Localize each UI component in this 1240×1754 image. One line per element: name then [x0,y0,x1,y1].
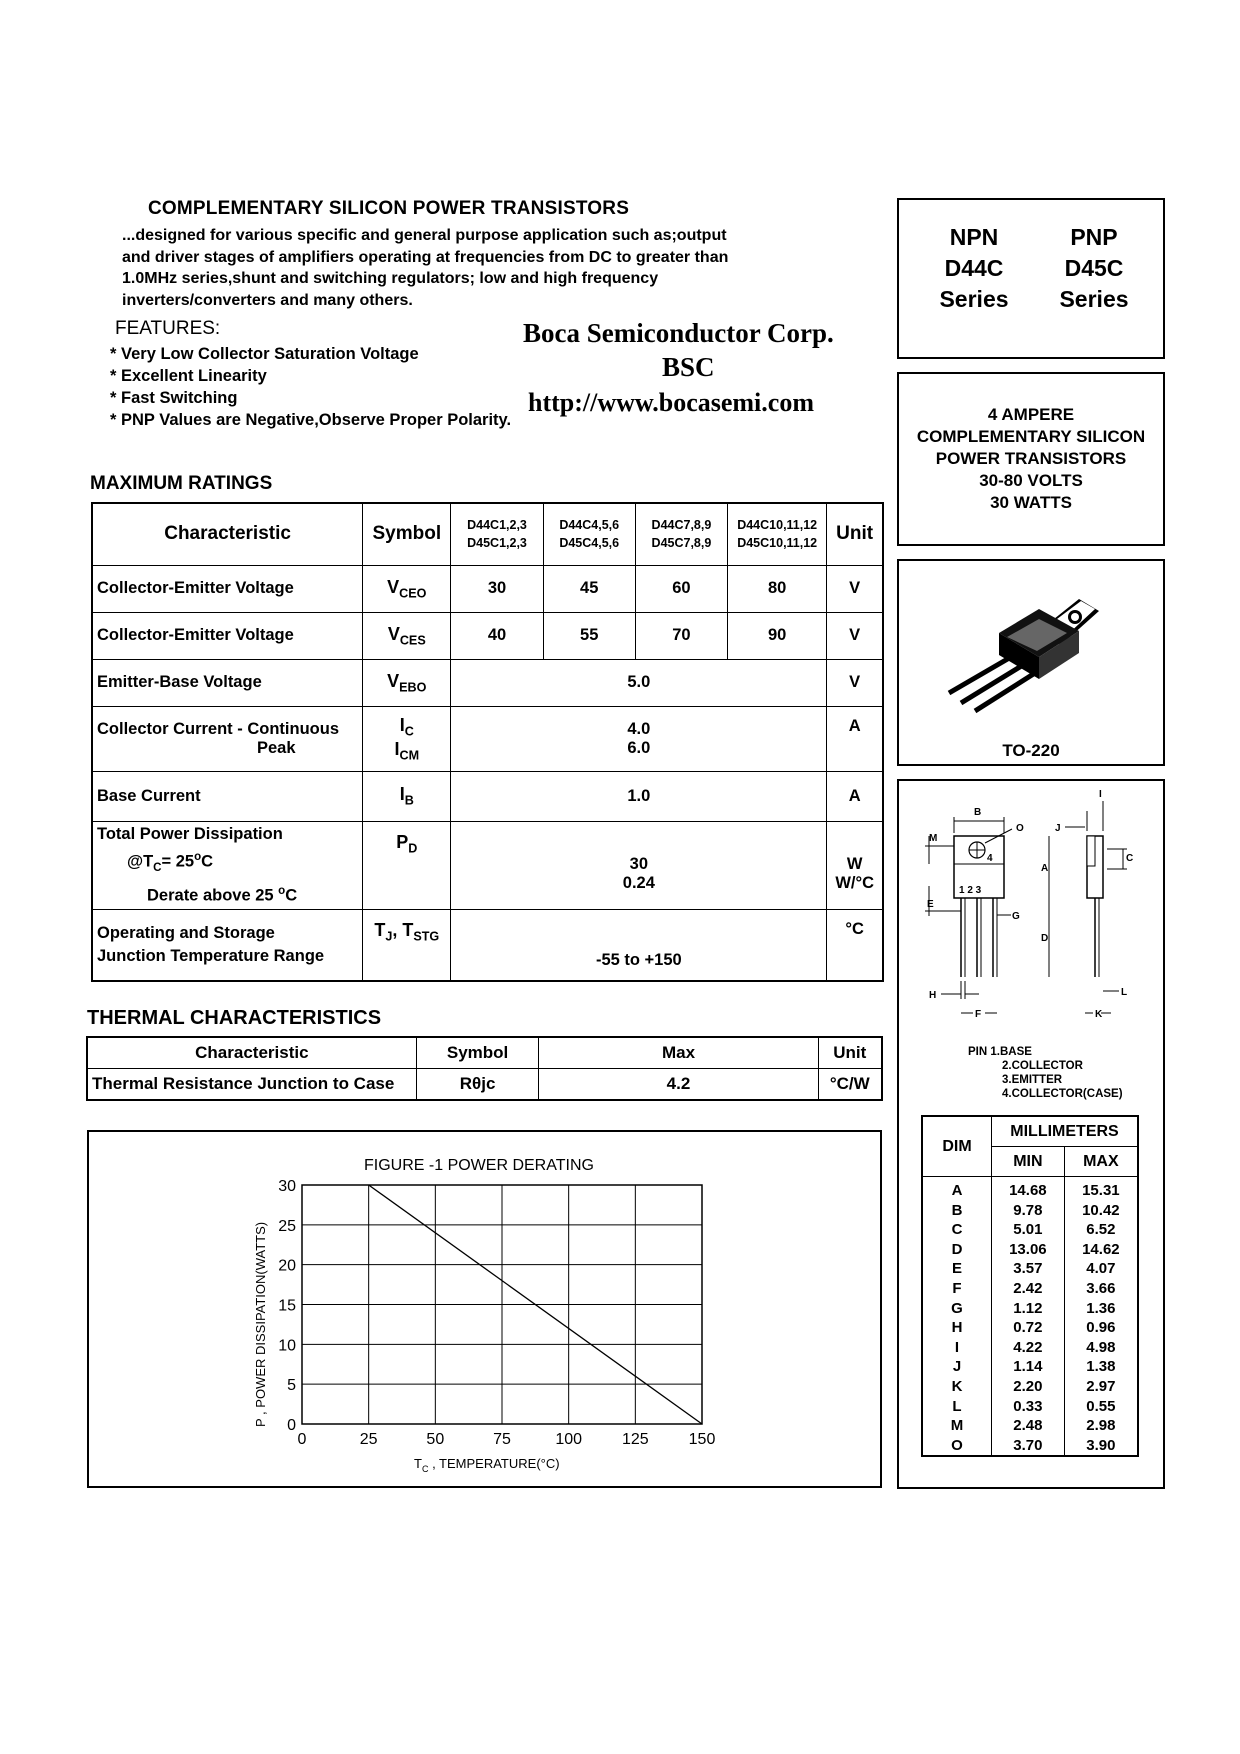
package-label: TO-220 [1002,741,1060,760]
feature-item: * Excellent Linearity [110,367,267,385]
table-cell: 3.57 [992,1259,1065,1279]
table-cell: M [922,1416,992,1436]
table-row [922,1338,1138,1358]
table-cell: 10.42 [1064,1201,1138,1221]
table-cell: J [922,1357,992,1377]
page-title: COMPLEMENTARY SILICON POWER TRANSISTORS [148,198,630,219]
table-cell: 0.33 [992,1397,1065,1417]
table-row: Thermal Resistance Junction to Case Rθjc 4.2 °C/W [87,1069,882,1101]
x-tick-label: 150 [688,1431,716,1448]
table-cell: 2.98 [1064,1416,1138,1436]
max-ratings-heading: MAXIMUM RATINGS [90,473,273,494]
dim-label-i: I [1099,789,1102,800]
group-header-4: D44C10,11,12 D45C10,11,12 [728,503,827,565]
thermal-table [86,1036,883,1101]
max-ratings-table [91,502,884,982]
summary-text: 4 AMPERE COMPLEMENTARY SILICON POWER TRANSISTORS 30-80 VOLTS 30 WATTS [916,405,1146,512]
characteristic-header: Characteristic [92,503,363,565]
group-header-1: D44C1,2,3 D45C1,2,3 [451,503,543,565]
table-cell: 9.78 [992,1201,1065,1221]
thermal-unit-header: Unit [818,1037,882,1069]
x-tick-label: 50 [426,1431,445,1448]
package-box [897,559,1165,766]
table-cell: 13.06 [992,1240,1065,1260]
table-cell: C [922,1220,992,1240]
unit-header: Unit [827,503,883,565]
dim-label-o: O [1016,823,1024,834]
table-cell: 14.62 [1064,1240,1138,1260]
table-row [922,1299,1138,1319]
features-heading: FEATURES: [115,318,221,339]
table-row: Base Current $I_B$ 1.0 A [92,771,883,821]
max-header: MAX [1064,1147,1138,1177]
dim-label-h: H [929,990,937,1001]
y-tick-label: 10 [278,1337,296,1355]
table-cell: 1.14 [992,1357,1065,1377]
x-tick-label: 75 [493,1431,511,1448]
figure-box [87,1130,882,1488]
group-header-3: D44C7,8,9 D45C7,8,9 [635,503,727,565]
table-row [922,1318,1138,1338]
table-cell: 4.07 [1064,1259,1138,1279]
table-row: Operating and Storage Junction Temperature Range $T_J$, $T_{STG}$ -55 to +150 °C [92,909,883,981]
x-axis-label: $T_C$ , TEMPERATURE(°C) [414,1456,560,1474]
table-cell: H [922,1318,992,1338]
pin-item: 4.COLLECTOR(CASE) [1002,1088,1123,1100]
table-row [922,1201,1138,1221]
table-row: Collector Current - Continuous Peak $I_C$ $I_{CM}$ 4.0 6.0 A [92,706,883,771]
table-row: Emitter-Base Voltage $V_{EBO}$ 5.0 V [92,659,883,706]
table-cell: 2.97 [1064,1377,1138,1397]
table-cell: L [922,1397,992,1417]
thermal-char-header: Characteristic [87,1037,416,1069]
table-cell: A [922,1177,992,1201]
x-tick-label: 25 [359,1431,378,1448]
dim-label-k: K [1095,1009,1103,1020]
table-cell: I [922,1338,992,1358]
pin-list [968,1045,1123,1101]
table-row [922,1357,1138,1377]
table-cell: 1.36 [1064,1299,1138,1319]
table-cell: 2.20 [992,1377,1065,1397]
x-tick-label: 125 [621,1431,649,1448]
table-row: Collector-Emitter Voltage $V_{CES}$ 40 55 70 90 V [92,612,883,659]
table-cell: E [922,1259,992,1279]
y-tick-label: 25 [278,1217,296,1235]
table-cell: K [922,1377,992,1397]
table-row [922,1397,1138,1417]
dimension-table [921,1115,1139,1457]
table-row: Collector-Emitter Voltage $V_{CEO}$ 30 45 60 80 V [92,565,883,612]
dim-label-d: D [1041,933,1049,944]
dim-header: DIM [922,1116,992,1177]
millimeters-header: MILLIMETERS [992,1116,1139,1147]
pin-item: 2.COLLECTOR [1002,1060,1083,1072]
table-cell: 15.31 [1064,1177,1138,1201]
dim-label-j: J [1055,823,1061,834]
table-cell: 6.52 [1064,1220,1138,1240]
y-axis-label: P , POWER DISSIPATION(WATTS) [253,1221,268,1427]
npn-series: NPN D44C Series [939,224,1009,312]
table-cell: 1.12 [992,1299,1065,1319]
pin-item: 3.EMITTER [1002,1074,1063,1086]
features-list [110,343,511,431]
table-cell: F [922,1279,992,1299]
table-row [922,1416,1138,1436]
table-cell: 5.01 [992,1220,1065,1240]
table-cell: O [922,1436,992,1457]
dim-label-c: C [1126,853,1134,864]
chart-title: FIGURE -1 POWER DERATING [364,1157,594,1174]
series-box [897,198,1165,359]
table-row [922,1240,1138,1260]
table-cell: 2.42 [992,1279,1065,1299]
group-header-2: D44C4,5,6 D45C4,5,6 [543,503,635,565]
feature-item: * PNP Values are Negative,Observe Proper Polarity. [110,411,512,429]
thermal-symbol-header: Symbol [416,1037,539,1069]
y-tick-label: 15 [278,1297,296,1315]
table-cell: 3.70 [992,1436,1065,1457]
table-cell: 2.48 [992,1416,1065,1436]
table-row [922,1436,1138,1457]
table-cell: 3.66 [1064,1279,1138,1299]
feature-item: * Fast Switching [110,389,238,407]
pnp-series: PNP D45C Series [1059,224,1129,312]
x-tick-label: 0 [297,1431,307,1448]
thermal-max-header: Max [539,1037,818,1069]
table-cell: 0.55 [1064,1397,1138,1417]
table-row [922,1377,1138,1397]
dim-label-e: E [927,899,934,910]
table-row [922,1279,1138,1299]
intro-description: ...designed for various specific and general purpose application such as;output and driver stages of amplifiers operating at frequencies from DC to greater than 1.0MHz series,shunt and switching regulators; low and high frequency inverters/converters and many others. [122,227,729,309]
thermal-heading: THERMAL CHARACTERISTICS [87,1007,382,1029]
table-cell: D [922,1240,992,1260]
package-outline-diagram [899,781,1163,1041]
table-cell: 0.72 [992,1318,1065,1338]
company-url[interactable]: http://www.bocasemi.com [528,388,814,417]
dim-label-m: M [929,833,938,844]
dim-label-f: F [975,1009,982,1020]
y-tick-label: 20 [278,1257,296,1275]
x-tick-label: 100 [555,1431,583,1448]
dim-label-b: B [974,807,982,818]
table-cell: 4.98 [1064,1338,1138,1358]
feature-item: * Very Low Collector Saturation Voltage [110,345,419,363]
table-row [922,1259,1138,1279]
table-row [922,1177,1138,1201]
company-name: Boca Semiconductor Corp. [523,318,834,348]
pin-heading: PIN 1.BASE [968,1046,1032,1058]
summary-box [897,372,1165,546]
table-cell: B [922,1201,992,1221]
power-derating-chart [89,1132,880,1486]
min-header: MIN [992,1147,1065,1177]
table-row: Total Power Dissipation $@T_C= 25^oC$ Derate above 25 $^o$C $P_D$ 30 0.24 W W/°C [92,821,883,909]
y-tick-label: 0 [287,1417,296,1434]
y-tick-label: 30 [278,1178,296,1195]
table-cell: 3.90 [1064,1436,1138,1457]
y-tick-label: 5 [287,1377,296,1395]
dim-label-a: A [1041,863,1049,874]
dim-label-g: G [1012,911,1020,922]
table-cell: 1.38 [1064,1357,1138,1377]
table-cell: 4.22 [992,1338,1065,1358]
company-abbr: BSC [662,352,715,382]
symbol-header: Symbol [363,503,451,565]
to220-package-icon [899,561,1163,741]
table-cell: G [922,1299,992,1319]
pin-numbers: 1 2 3 [959,885,982,896]
dim-label-4: 4 [987,853,993,864]
table-cell: 0.96 [1064,1318,1138,1338]
dim-label-l: L [1121,987,1128,998]
table-cell: 14.68 [992,1177,1065,1201]
table-row [922,1220,1138,1240]
